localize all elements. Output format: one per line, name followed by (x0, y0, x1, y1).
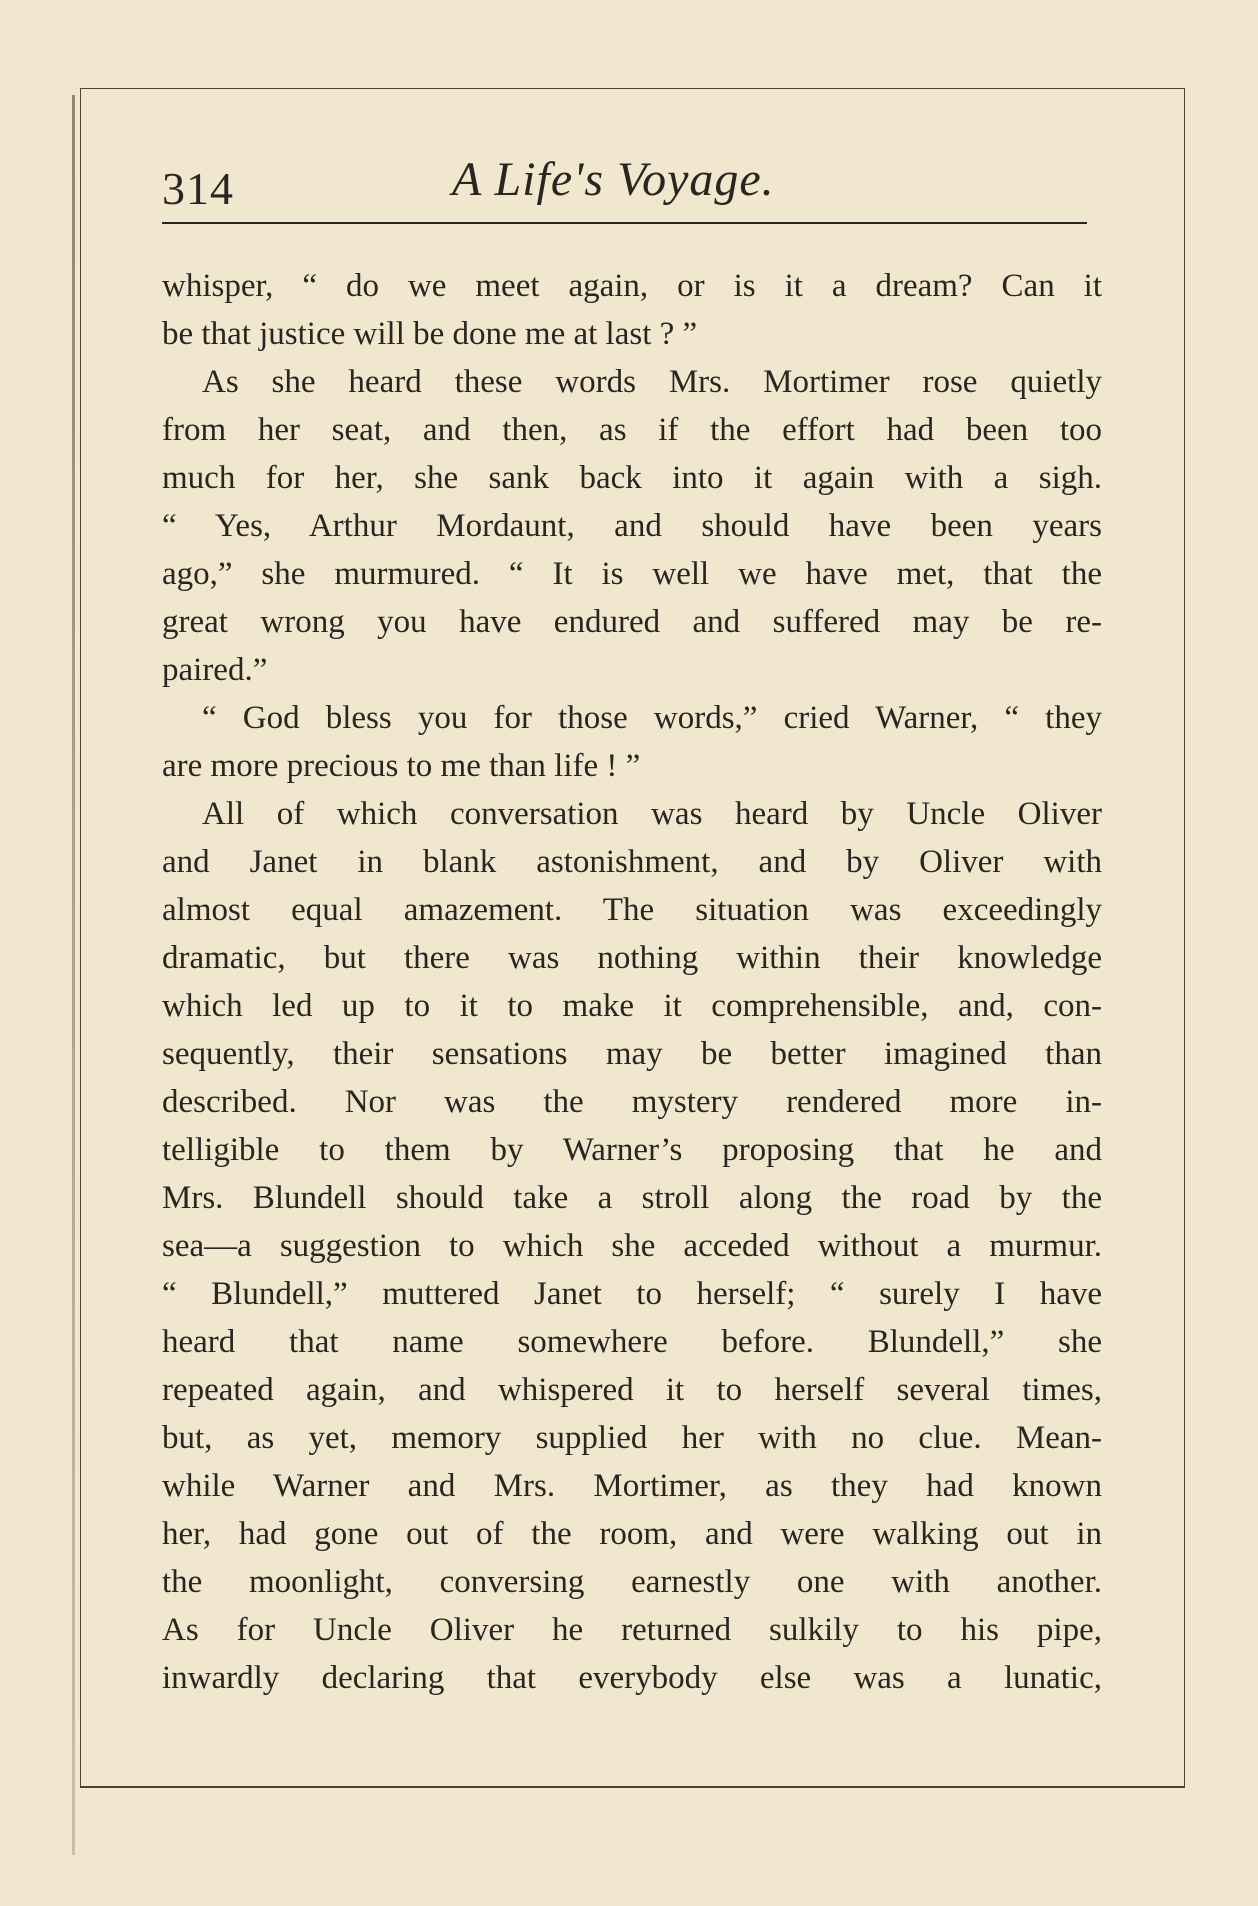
text-line: “ Yes, Arthur Mordaunt, and should have been years (162, 508, 1102, 544)
page-number: 314 (162, 163, 234, 214)
text-line: repeated again, and whispered it to herself several times, (162, 1372, 1102, 1408)
page-left-edge (72, 95, 75, 1855)
text-line: “ Blundell,” muttered Janet to herself; “ surely I have (162, 1276, 1102, 1312)
text-line: telligible to them by Warner’s proposing that he and (162, 1132, 1102, 1168)
text-line: while Warner and Mrs. Mortimer, as they had known (162, 1468, 1102, 1504)
running-title: A Life's Voyage. (452, 153, 775, 206)
text-line: sea—a suggestion to which she acceded without a murmur. (162, 1228, 1102, 1264)
text-line: heard that name somewhere before. Blundell,” she (162, 1324, 1102, 1360)
text-line: dramatic, but there was nothing within their knowledge (162, 940, 1102, 976)
text-line: which led up to it to make it comprehensible, and, con- (162, 988, 1102, 1024)
text-line: paired.” (162, 652, 268, 688)
text-line: be that justice will be done me at last ? ” (162, 316, 698, 352)
text-line: her, had gone out of the room, and were walking out in (162, 1516, 1102, 1552)
header-rule (162, 222, 1087, 224)
text-line: from her seat, and then, as if the effort had been too (162, 412, 1102, 448)
text-line: All of which conversation was heard by Uncle Oliver (202, 796, 1102, 832)
text-line: inwardly declaring that everybody else was a lunatic, (162, 1660, 1102, 1696)
text-line: whisper, “ do we meet again, or is it a dream? Can it (162, 268, 1102, 304)
text-line: As she heard these words Mrs. Mortimer rose quietly (202, 364, 1102, 400)
text-line: and Janet in blank astonishment, and by Oliver with (162, 844, 1102, 880)
text-line: but, as yet, memory supplied her with no clue. Mean- (162, 1420, 1102, 1456)
text-line: sequently, their sensations may be better imagined than (162, 1036, 1102, 1072)
page-header (162, 150, 1092, 220)
text-line: As for Uncle Oliver he returned sulkily to his pipe, (162, 1612, 1102, 1648)
text-line: ago,” she murmured. “ It is well we have met, that the (162, 556, 1102, 592)
text-line: Mrs. Blundell should take a stroll along the road by the (162, 1180, 1102, 1216)
text-line: described. Nor was the mystery rendered more in- (162, 1084, 1102, 1120)
text-line: the moonlight, conversing earnestly one with another. (162, 1564, 1102, 1600)
text-line: much for her, she sank back into it again with a sigh. (162, 460, 1102, 496)
text-line: almost equal amazement. The situation was exceedingly (162, 892, 1102, 928)
text-line: are more precious to me than life ! ” (162, 748, 641, 784)
body-text (162, 262, 1102, 1702)
text-line: great wrong you have endured and suffered may be re- (162, 604, 1102, 640)
text-line: “ God bless you for those words,” cried Warner, “ they (202, 700, 1102, 736)
